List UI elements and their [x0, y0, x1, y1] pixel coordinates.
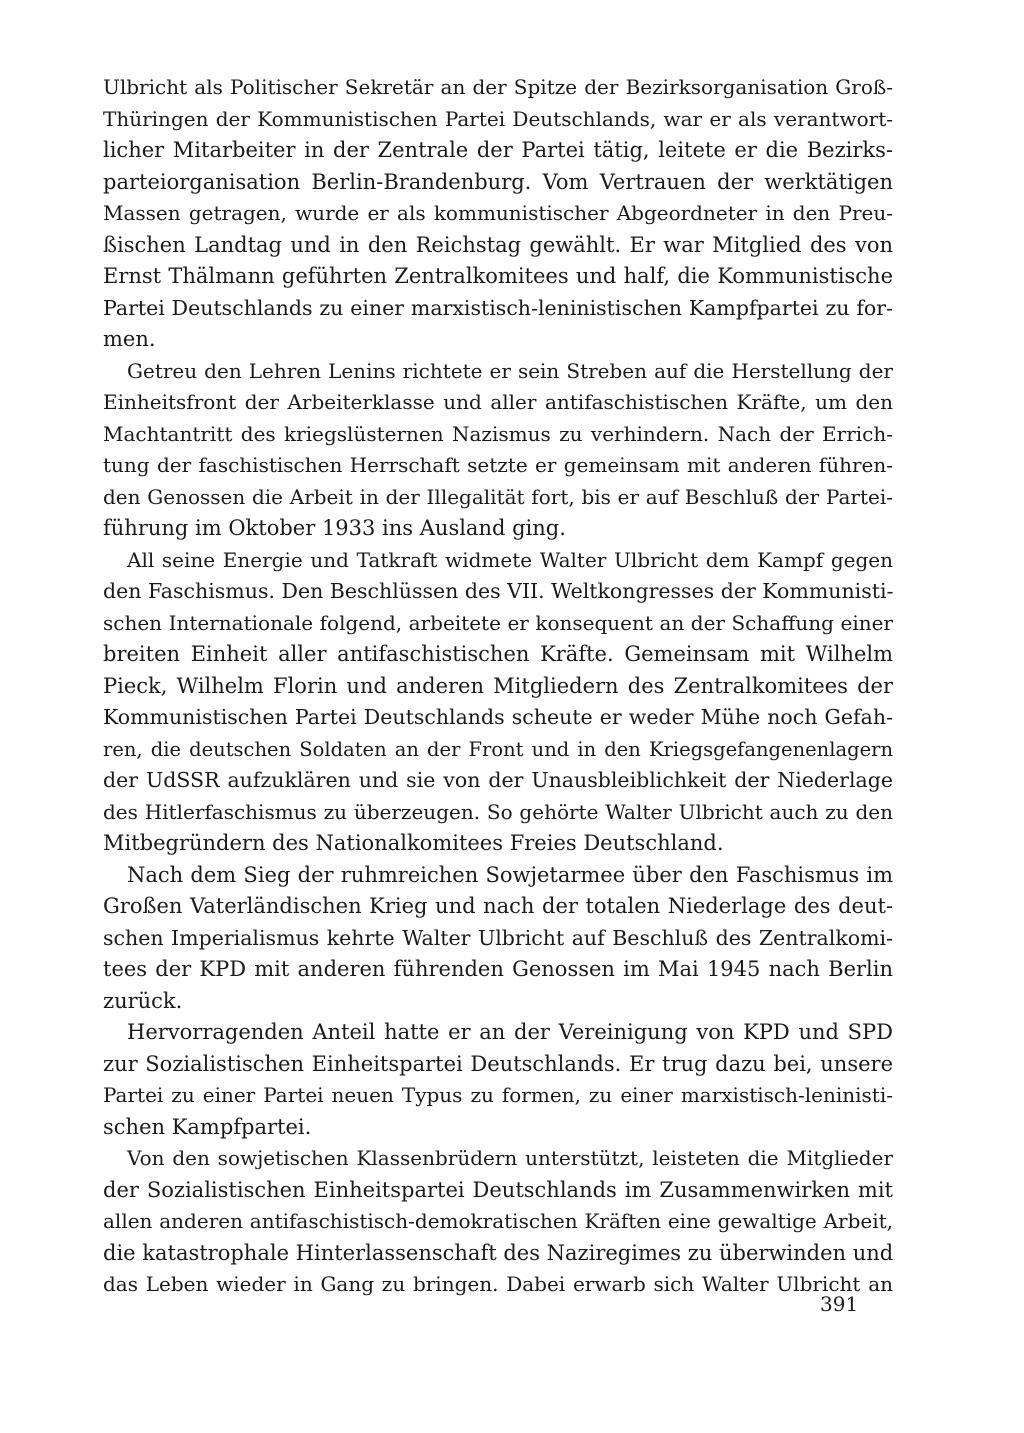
text-line: allen anderen antifaschistisch-demokratischen Kräften eine gewaltige Arbeit,: [103, 1209, 893, 1233]
text-line: ren, die deutschen Soldaten an der Front und in den Kriegsgefangenenlagern: [103, 737, 893, 761]
text-line: Kommunistischen Partei Deutschlands scheute er weder Mühe noch Gefah-: [103, 705, 893, 729]
text-line: Hervorragenden Anteil hatte er an der Vereinigung von KPD und SPD: [127, 1020, 893, 1044]
text-line: Machtantritt des kriegslüsternen Nazismus zu verhindern. Nach der Errich-: [103, 421, 893, 446]
text-line: Mitbegründern des Nationalkomitees Freies Deutschland.: [103, 831, 724, 855]
text-line: zurück.: [103, 988, 183, 1013]
text-line: Getreu den Lehren Lenins richtete er sein Streben auf die Herstellung der: [127, 358, 893, 383]
text-line: Von den sowjetischen Klassenbrüdern unterstützt, leisteten die Mitglieder: [127, 1146, 893, 1170]
text-line: Ernst Thälmann geführten Zentralkomitees und half, die Kommunistische: [103, 264, 893, 288]
text-line: Thüringen der Kommunistischen Partei Deutschlands, war er als verantwort-: [103, 106, 893, 131]
text-line: schen Imperialismus kehrte Walter Ulbricht auf Beschluß des Zentralkomi-: [103, 925, 893, 950]
text-line: ßischen Landtag und in den Reichstag gewählt. Er war Mitglied des von: [103, 232, 893, 257]
text-line: tees der KPD mit anderen führenden Genossen im Mai 1945 nach Berlin: [103, 957, 893, 981]
text-line: schen Kampfpartei.: [103, 1114, 312, 1139]
paragraph: [103, 72, 893, 356]
body-text: [103, 72, 893, 1301]
text-line: das Leben wieder in Gang zu bringen. Dabei erwarb sich Walter Ulbricht an: [103, 1272, 893, 1296]
text-line: Großen Vaterländischen Krieg und nach der totalen Niederlage des deut-: [103, 894, 893, 918]
text-line: den Faschismus. Den Beschlüssen des VII. Weltkongresses der Kommunisti-: [103, 579, 894, 603]
text-line: All seine Energie und Tatkraft widmete Walter Ulbricht dem Kampf gegen: [127, 547, 893, 572]
text-line: Pieck, Wilhelm Florin und anderen Mitgliedern des Zentralkomitees der: [103, 673, 893, 698]
text-line: zur Sozialistischen Einheitspartei Deutschlands. Er trug dazu bei, unsere: [103, 1051, 893, 1076]
text-line: den Genossen die Arbeit in der Illegalität fort, bis er auf Beschluß der Partei-: [103, 484, 893, 509]
text-line: tung der faschistischen Herrschaft setzte er gemeinsam mit anderen führen-: [103, 453, 893, 477]
text-line: Massen getragen, wurde er als kommunistischer Abgeordneter in den Preu-: [103, 201, 893, 225]
text-line: die katastrophale Hinterlassenschaft des Naziregimes zu überwinden und: [103, 1240, 894, 1265]
text-line: licher Mitarbeiter in der Zentrale der Partei tätig, leitete er die Bezirks-: [103, 138, 893, 162]
paragraph: [103, 545, 893, 860]
text-line: der Sozialistischen Einheitspartei Deutschlands im Zusammenwirken mit: [103, 1177, 893, 1202]
text-line: Partei zu einer Partei neuen Typus zu formen, zu einer marxistisch-leninisti-: [103, 1083, 893, 1107]
paragraph: [103, 860, 893, 1018]
text-line: breiten Einheit aller antifaschistischen Kräfte. Gemeinsam mit Wilhelm: [103, 642, 893, 666]
page-number: 391: [820, 1292, 859, 1316]
text-line: Einheitsfront der Arbeiterklasse und aller antifaschistischen Kräfte, um den: [103, 390, 893, 414]
text-line: der UdSSR aufzuklären und sie von der Unausbleiblichkeit der Niederlage: [103, 768, 893, 792]
text-line: Nach dem Sieg der ruhmreichen Sowjetarmee über den Faschismus im: [127, 862, 893, 887]
paragraph: [103, 356, 893, 545]
text-line: Ulbricht als Politischer Sekretär an der Spitze der Bezirksorganisation Groß-: [103, 75, 893, 99]
paragraph: [103, 1143, 893, 1301]
text-line: men.: [103, 327, 156, 351]
text-line: führung im Oktober 1933 ins Ausland ging.: [103, 516, 566, 540]
text-line: des Hitlerfaschismus zu überzeugen. So gehörte Walter Ulbricht auch zu den: [103, 799, 893, 824]
text-line: schen Internationale folgend, arbeitete er konsequent an der Schaffung einer: [103, 610, 893, 635]
paragraph: [103, 1017, 893, 1143]
text-line: Partei Deutschlands zu einer marxistisch-leninistischen Kampfpartei zu for-: [103, 295, 893, 320]
text-line: parteiorganisation Berlin-Brandenburg. Vom Vertrauen der werktätigen: [103, 169, 893, 194]
